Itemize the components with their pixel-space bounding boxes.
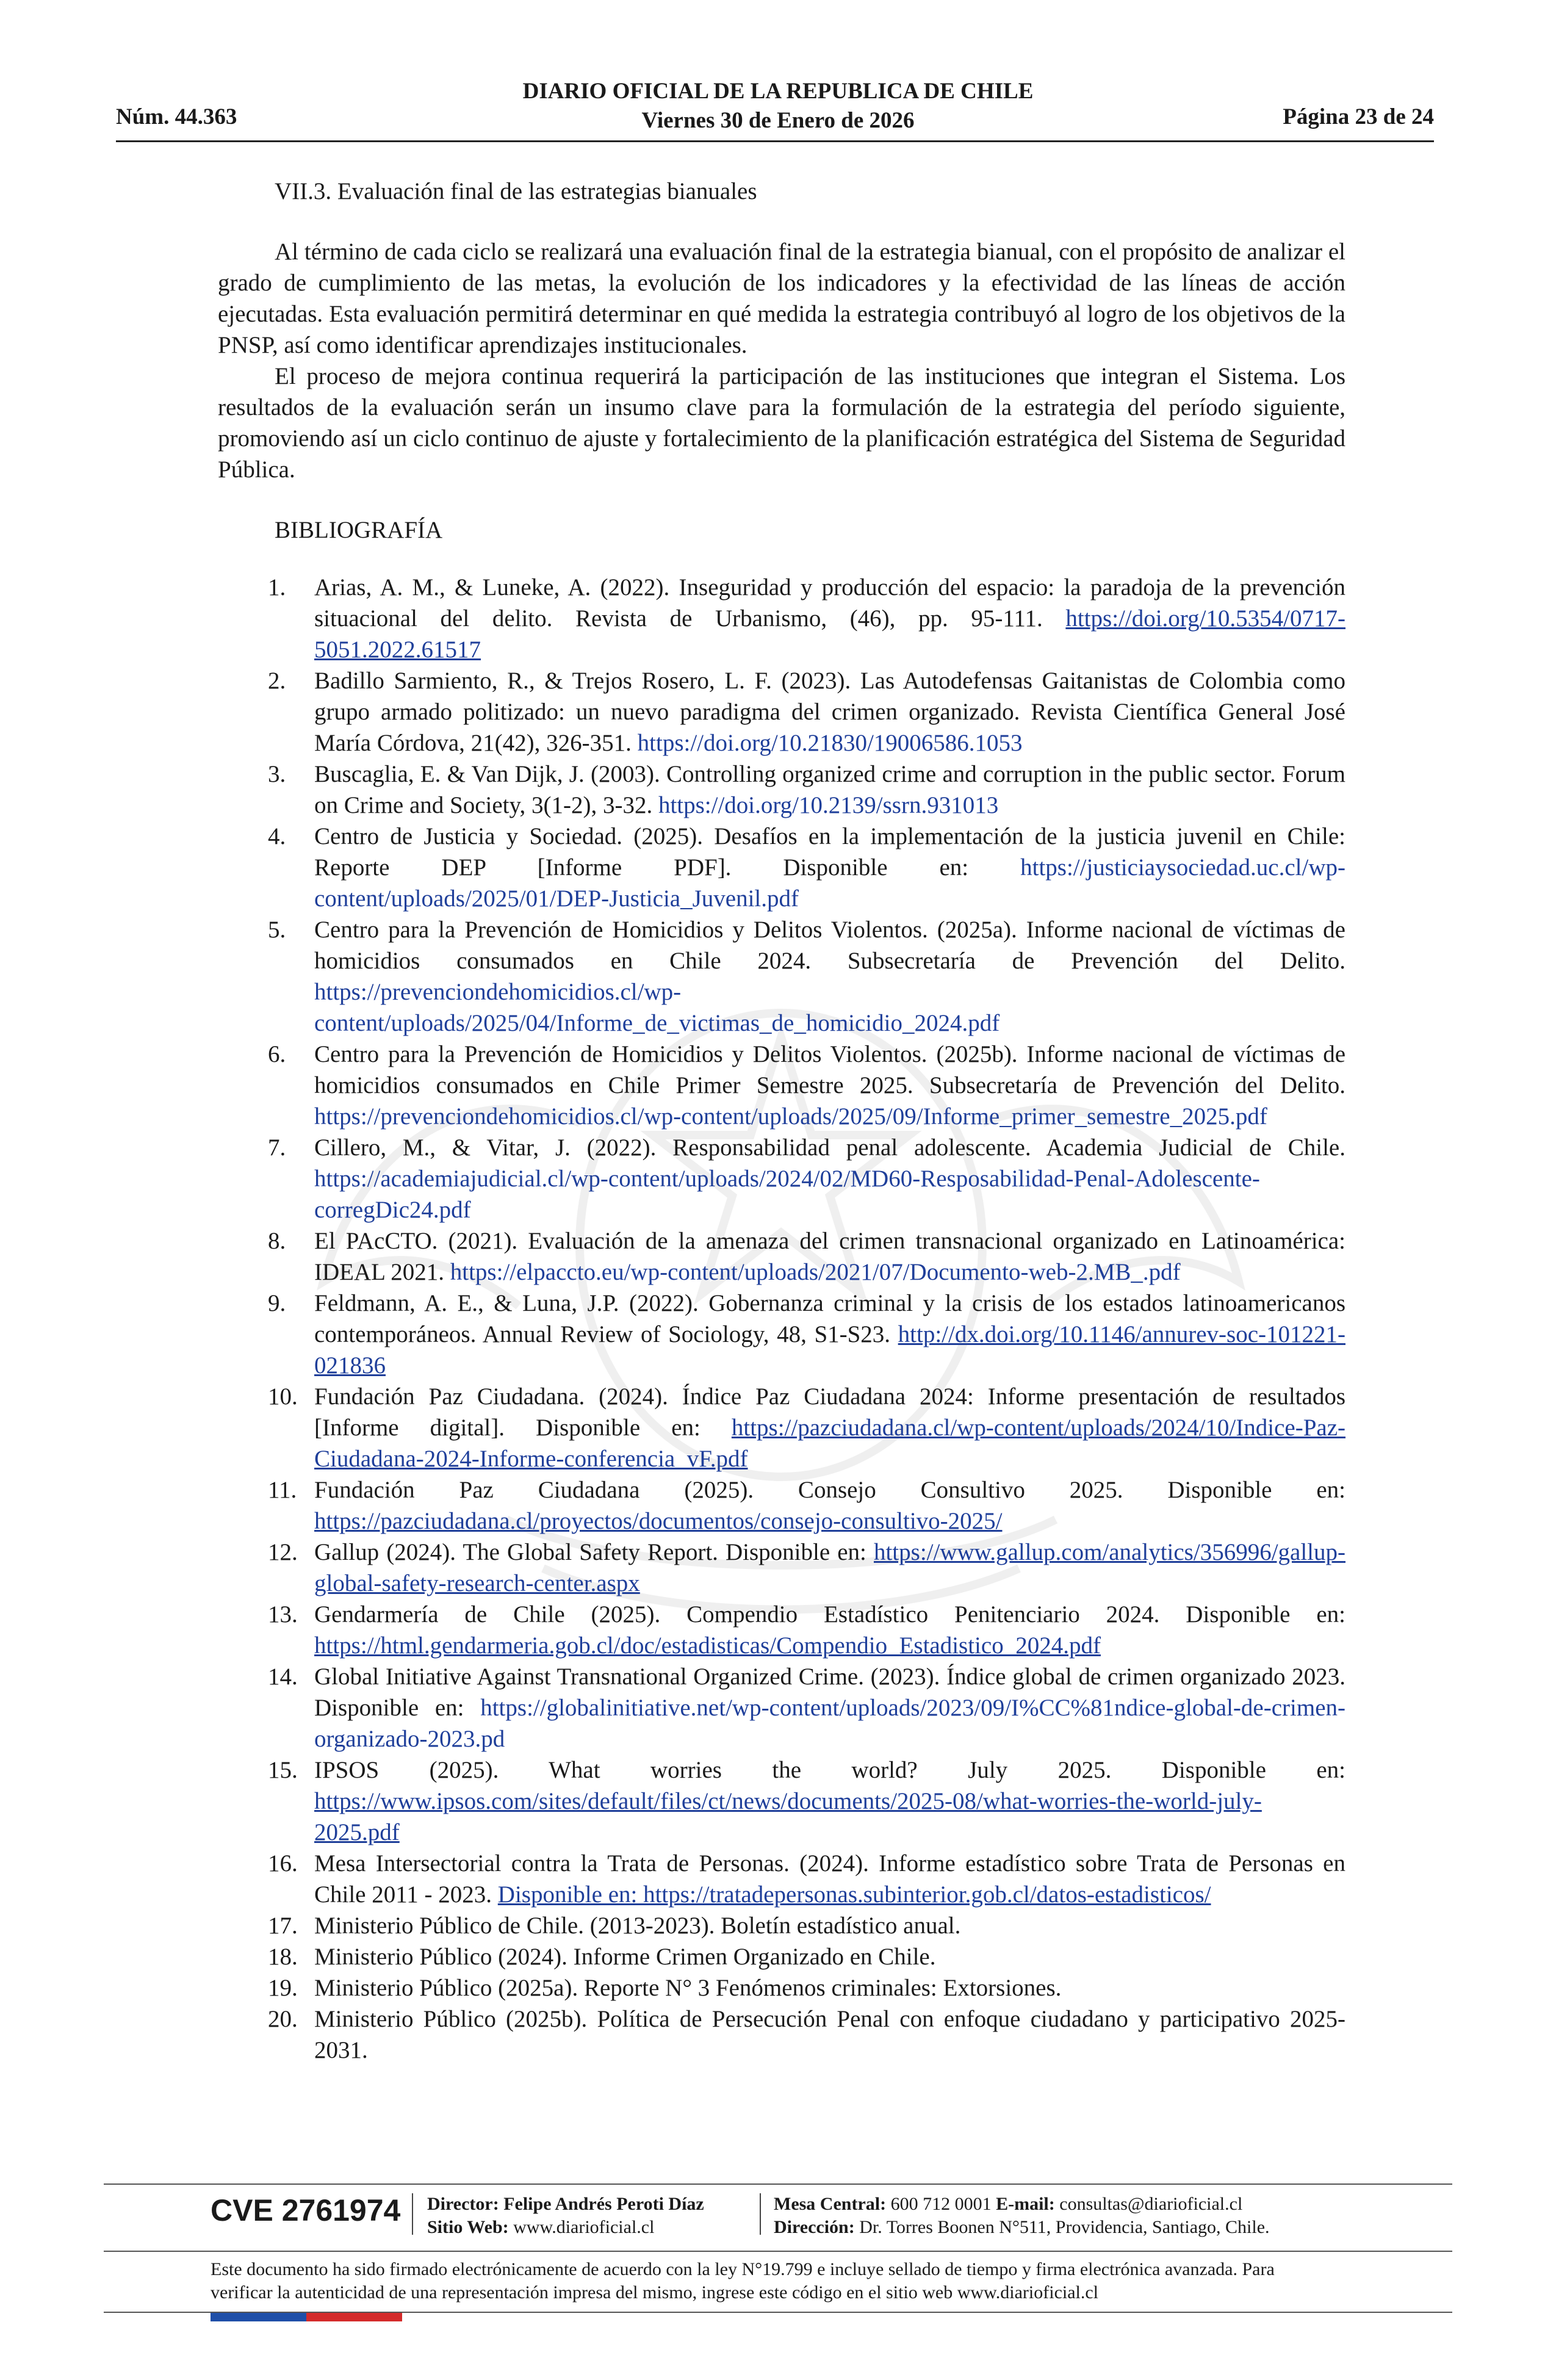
item-text: Fundación Paz Ciudadana. (2024). Índice Paz Ciudadana 2024: Informe presentación de resultados [Informe digital]. Disponible en: [314,1383,1345,1441]
item-text: Fundación Paz Ciudadana (2025). Consejo Consultivo 2025. Disponible en: [314,1477,1345,1503]
item-number: 3. [268,761,286,787]
item-text: Gendarmería de Chile (2025). Compendio Estadístico Penitenciario 2024. Disponible en: [314,1601,1345,1628]
item-link[interactable]: https://pazciudadana.cl/proyectos/documentos/consejo-consultivo-2025/ [314,1508,1003,1534]
web-value[interactable]: www.diarioficial.cl [513,2217,655,2237]
web-label: Sitio Web: [427,2217,509,2237]
item-link[interactable]: https://elpaccto.eu/wp-content/uploads/2021/07/Documento-web-2.MB_.pdf [450,1259,1181,1285]
section-paragraph: Al término de cada ciclo se realizará una evaluación final de la estrategia bianual, con el propósito de analizar el grado de cumplimiento de las metas, la evolución de los indicadores y la efectividad de las líneas de acción ejecutadas. Esta evaluación permitirá determinar en qué medida la estrategia contribuyó al logro de los objetivos de la PNSP, así como identificar aprendizajes institucionales. [218,239,1345,358]
item-number: 11. [268,1477,297,1503]
bibliography-item [218,1288,1345,1381]
bibliography-item [218,2003,1345,2066]
footer-contact-block [774,2193,1270,2239]
item-number: 6. [268,1041,286,1067]
email-value[interactable]: consultas@diarioficial.cl [1059,2194,1243,2214]
item-text: Centro para la Prevención de Homicidios y Delitos Violentos. (2025b). Informe nacional de víctimas de homicidios consumados en Chile Primer Semestre 2025. Subsecretaría de Prevención del Delito. [314,1041,1345,1098]
footer-divider-top [104,2183,1452,2185]
item-link[interactable]: https://globalinitiative.net/wp-content/uploads/2023/09/I%CC%81ndice-global-de-crimen-organizado-2023.pd [314,1695,1345,1752]
flag-stripe-blue [211,2313,306,2321]
bibliography-item [218,1225,1345,1288]
newspaper-title: DIARIO OFICIAL DE LA REPUBLICA DE CHILE [522,79,1034,104]
address-label: Dirección: [774,2217,855,2237]
bibliography-item [218,1039,1345,1132]
item-link[interactable]: https://www.gallup.com/analytics/356996/gallup-global-safety-research-center.aspx [314,1539,1345,1596]
item-text: Centro para la Prevención de Homicidios y Delitos Violentos. (2025a). Informe nacional de víctimas de homicidios consumados en Chile 2024. Subsecretaría de Prevención del Delito. [314,917,1345,974]
item-text: Arias, A. M., & Luneke, A. (2022). Inseguridad y producción del espacio: la paradoja de la prevención situacional del delito. Revista de Urbanismo, (46), pp. 95-111. [314,574,1345,632]
item-number: 18. [268,1944,298,1970]
item-link[interactable]: https://prevenciondehomicidios.cl/wp-content/uploads/2025/04/Informe_de_victimas_de_homicidio_2024.pdf [314,979,1000,1036]
item-number: 5. [268,917,286,943]
item-number: 20. [268,2006,298,2032]
flag-stripe-red [306,2313,402,2321]
item-number: 8. [268,1228,286,1254]
item-text: El PAcCTO. (2021). Evaluación de la amenaza del crimen transnacional organizado en Latinoamérica: IDEAL 2021. [314,1228,1345,1285]
item-number: 4. [268,823,286,849]
item-text: Centro de Justicia y Sociedad. (2025). Desafíos en la implementación de la justicia juvenil en Chile: Reporte DEP [Informe PDF]. Disponible en: [314,823,1345,881]
footer-director-block [427,2193,704,2239]
bibliography-item [218,572,1345,665]
bibliography-item [218,1537,1345,1599]
item-number: 14. [268,1664,298,1690]
item-number: 12. [268,1539,298,1565]
bibliography-item [218,1474,1345,1537]
central-label: Mesa Central: [774,2194,887,2214]
bibliography-title: BIBLIOGRAFÍA [275,517,443,543]
bibliography-item [218,1381,1345,1474]
item-link[interactable]: https://justiciaysociedad.uc.cl/wp-content/uploads/2025/01/DEP-Justicia_Juvenil.pdf [314,854,1345,912]
bibliography-item [218,1661,1345,1754]
bibliography-list [218,572,1345,2066]
page-body [218,176,1345,2066]
bibliography-item [218,1132,1345,1225]
bibliography-item [218,1910,1345,1941]
footer-separator [412,2193,413,2235]
bibliography-item [218,665,1345,759]
item-link[interactable]: https://prevenciondehomicidios.cl/wp-content/uploads/2025/09/Informe_primer_semestre_2025.pdf [314,1103,1267,1130]
bibliography-item [218,821,1345,914]
item-text: Ministerio Público de Chile. (2013-2023). Boletín estadístico anual. [314,1913,961,1939]
item-number: 1. [268,574,286,600]
item-link[interactable]: https://doi.org/10.5354/0717-5051.2022.61517 [314,605,1345,663]
item-text: Ministerio Público (2025a). Reporte N° 3 Fenómenos criminales: Extorsiones. [314,1975,1062,2001]
item-text: Ministerio Público (2025b). Política de Persecución Penal con enfoque ciudadano y participativo 2025-2031. [314,2006,1345,2063]
director-label: Director: Felipe Andrés Peroti Díaz [427,2194,704,2214]
header-divider [116,140,1434,142]
item-number: 10. [268,1383,298,1410]
item-text: Mesa Intersectorial contra la Trata de Personas. (2024). Informe estadístico sobre Trata de Personas en Chile 2011 - 2023. [314,1850,1345,1908]
bibliography-item [218,914,1345,1039]
item-link[interactable]: https://academiajudicial.cl/wp-content/uploads/2024/02/MD60-Resposabilidad-Penal-Adolescente-corregDic24.pdf [314,1166,1260,1223]
item-text: Gallup (2024). The Global Safety Report. Disponible en: [314,1539,874,1565]
item-number: 7. [268,1134,286,1161]
item-link[interactable]: https://www.ipsos.com/sites/default/files/ct/news/documents/2025-08/what-worries-the-world-july-2025.pdf [314,1788,1262,1845]
bibliography-item [218,1848,1345,1910]
footer-divider-middle [104,2251,1452,2252]
item-number: 17. [268,1913,298,1939]
bibliography-item [218,1941,1345,1972]
bibliography-item [218,1972,1345,2003]
bibliography-item [218,1754,1345,1848]
section-title: VII.3. Evaluación final de las estrategias bianuales [275,178,757,204]
item-text: Ministerio Público (2024). Informe Crimen Organizado en Chile. [314,1944,936,1970]
item-text: Global Initiative Against Transnational Organized Crime. (2023). Índice global de crimen organizado 2023. Disponible en: [314,1664,1345,1721]
item-number: 13. [268,1601,298,1628]
item-number: 19. [268,1975,298,2001]
issue-number: Núm. 44.363 [116,104,237,129]
bibliography-item [218,1599,1345,1661]
item-text: Badillo Sarmiento, R., & Trejos Rosero, L. F. (2023). Las Autodefensas Gaitanistas de Colombia como grupo armado politizado: un nuevo paradigma del crimen organizado. Revista Científica General José María Córdova, 21(42), 326-351. [314,668,1345,756]
item-link[interactable]: Disponible en: https://tratadepersonas.subinterior.gob.cl/datos-estadisticos/ [497,1881,1211,1908]
item-link[interactable]: https://html.gendarmeria.gob.cl/doc/estadisticas/Compendio_Estadistico_2024.pdf [314,1632,1101,1659]
item-text: Buscaglia, E. & Van Dijk, J. (2003). Controlling organized crime and corruption in the public sector. Forum on Crime and Society, 3(1-2), 3-32. [314,761,1345,818]
item-link[interactable]: https://doi.org/10.2139/ssrn.931013 [658,792,999,818]
item-number: 15. [268,1757,298,1783]
email-label: E-mail: [996,2194,1055,2214]
section-paragraph: El proceso de mejora continua requerirá la participación de las instituciones que integran el Sistema. Los resultados de la evaluación serán un insumo clave para la formulación de la estrategia del período siguiente, promoviendo así un ciclo continuo de ajuste y fortalecimiento de la planificación estratégica del Sistema de Seguridad Pública. [218,363,1345,483]
issue-date: Viernes 30 de Enero de 2026 [641,108,915,133]
cve-code: CVE 2761974 [211,2193,401,2227]
address-value: Dr. Torres Boonen N°511, Providencia, Santiago, Chile. [859,2217,1270,2237]
item-text: Cillero, M., & Vitar, J. (2022). Responsabilidad penal adolescente. Academia Judicial de Chile. [314,1134,1345,1161]
page-number: Página 23 de 24 [1283,104,1434,129]
central-value: 600 712 0001 [890,2194,992,2214]
item-link[interactable]: http://dx.doi.org/10.1146/annurev-soc-101221-021836 [314,1321,1345,1379]
bibliography-item [218,759,1345,821]
item-link[interactable]: https://pazciudadana.cl/wp-content/uploads/2024/10/Indice-Paz-Ciudadana-2024-Informe-conferencia_vF.pdf [314,1415,1345,1472]
item-number: 16. [268,1850,298,1877]
signature-note: Este documento ha sido firmado electrónicamente de acuerdo con la ley N°19.799 e incluye sellado de tiempo y firma electrónica avanzada. Para verificar la autenticidad de una representación impresa del mismo, ingrese este código en el sitio web www.diarioficial.cl [211,2259,1275,2302]
item-text: IPSOS (2025). What worries the world? July 2025. Disponible en: [314,1757,1345,1783]
item-link[interactable]: https://doi.org/10.21830/19006586.1053 [637,730,1023,756]
item-text: Feldmann, A. E., & Luna, J.P. (2022). Gobernanza criminal y la crisis de los estados latinoamericanos contemporáneos. Annual Review of Sociology, 48, S1-S23. [314,1290,1345,1347]
item-number: 9. [268,1290,286,1316]
footer-separator [760,2193,761,2235]
item-number: 2. [268,668,286,694]
